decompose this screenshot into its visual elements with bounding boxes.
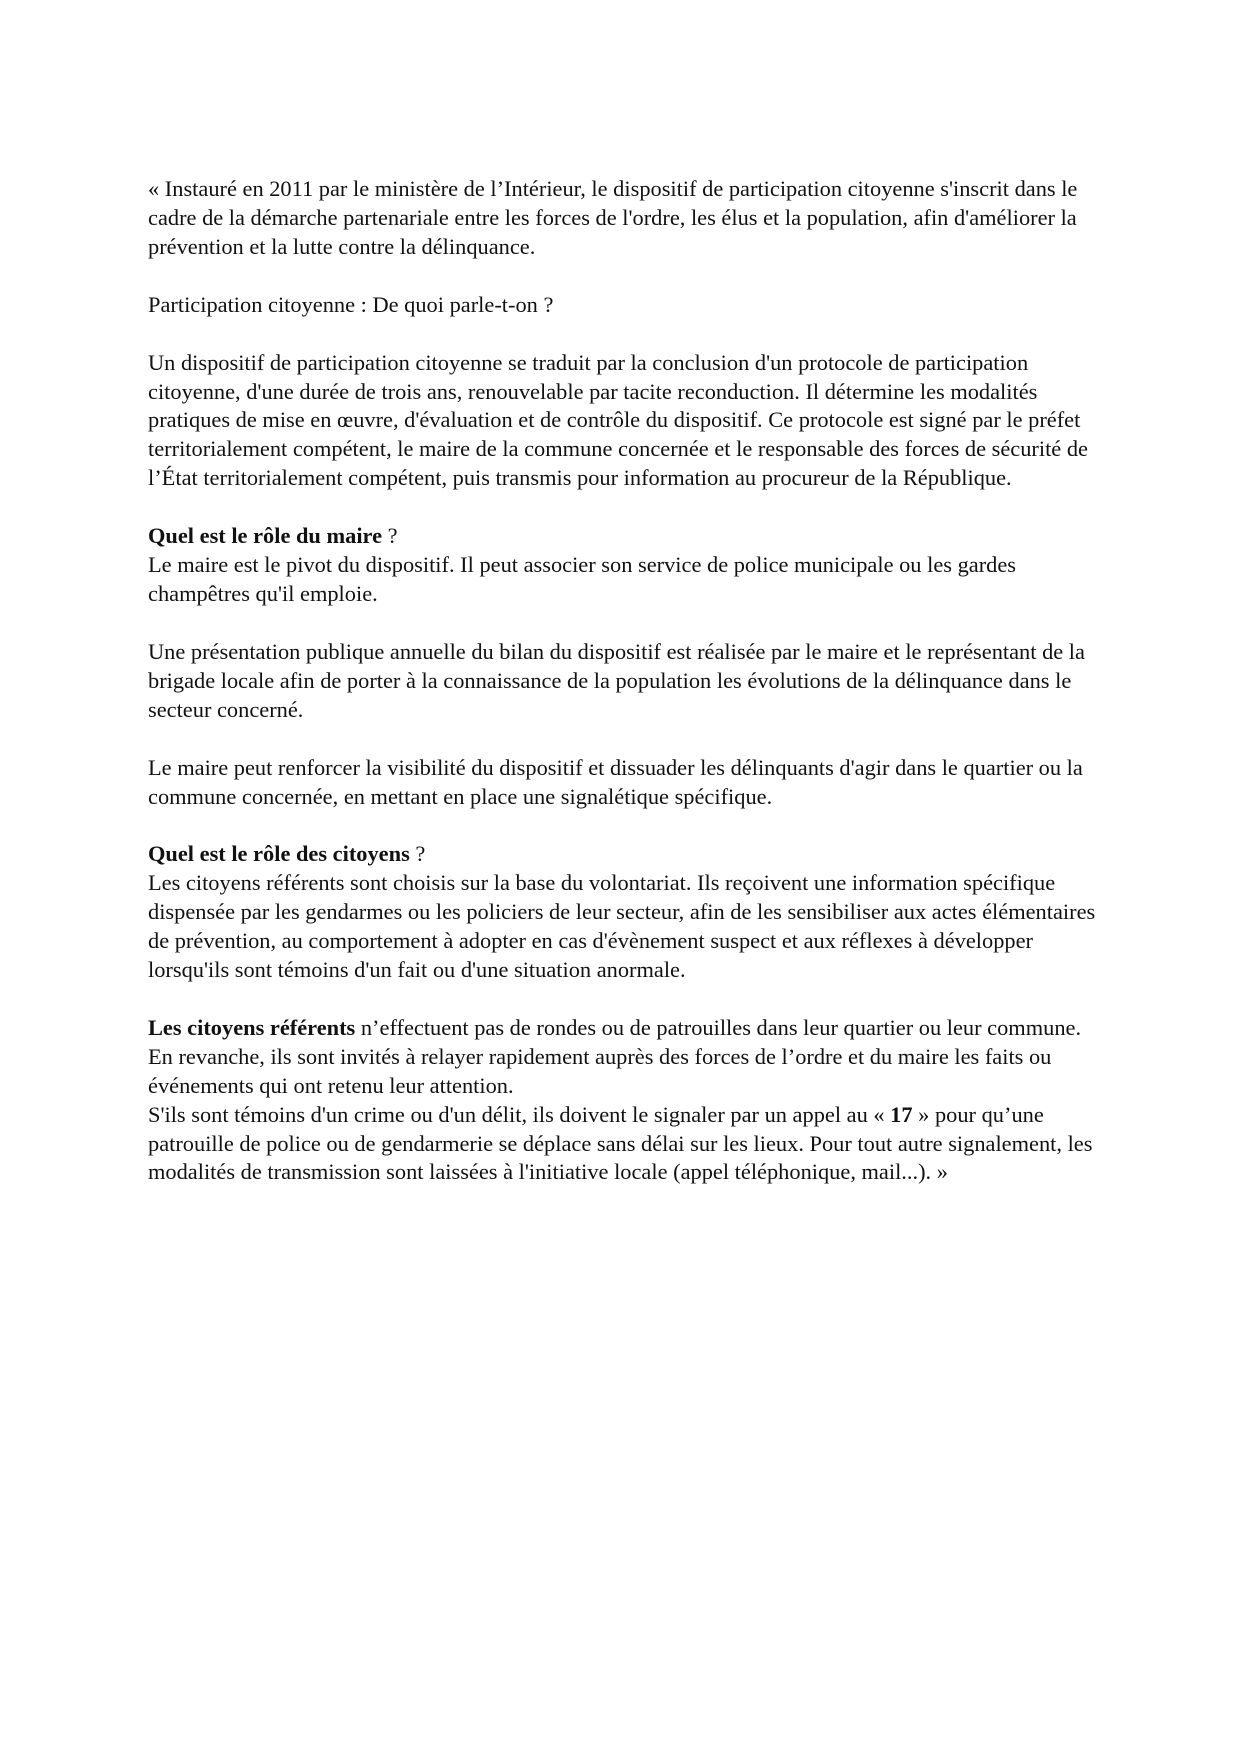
- citizens-paragraph-3: [148, 1101, 1108, 1188]
- mayor-section: [148, 522, 1108, 811]
- citizens-heading: [148, 840, 1108, 869]
- mayor-heading: [148, 522, 1108, 551]
- citizens-paragraph-3-after: » pour qu’une patrouille de police ou de gendarmerie se déplace sans délai sur les lieux. Pour tout autre signalement, les modalités de transmission sont laissées à l'initiative locale (appel téléphonique, mail...). »: [148, 1101, 1093, 1185]
- citizens-paragraph-1: Les citoyens référents sont choisis sur la base du volontariat. Ils reçoivent une information spécifique dispensée par les gendarmes ou les policiers de leur secteur, afin de les sensibiliser aux actes élémentaires de prévention, au comportement à adopter en cas d'évènement suspect et aux réflexes à développer lorsqu'ils sont témoins d'un fait ou d'une situation anormale.: [148, 870, 1096, 983]
- mayor-heading-suffix: ?: [382, 523, 398, 549]
- citizens-paragraph-2-rest: n’effectuent pas de rondes ou de patrouilles dans leur quartier ou leur commune. En revanche, ils sont invités à relayer rapidement auprès des forces de l’ordre et du maire les faits ou événements qui ont retenu leur attention.: [148, 1014, 1082, 1098]
- document-page: [148, 175, 1108, 1216]
- intro-paragraph: « Instauré en 2011 par le ministère de l’Intérieur, le dispositif de participation citoyenne s'inscrit dans le cadre de la démarche partenariale entre les forces de l'ordre, les élus et la population, afin d'améliorer la prévention et la lutte contre la délinquance.: [148, 176, 1078, 259]
- subtitle: Participation citoyenne : De quoi parle-t-on ?: [148, 291, 554, 317]
- citizens-heading-suffix: ?: [409, 841, 426, 867]
- mayor-heading-text: Quel est le rôle du maire: [148, 523, 383, 549]
- citizens-paragraph-2: [148, 1014, 1108, 1101]
- mayor-paragraph-3: Le maire peut renforcer la visibilité du dispositif et dissuader les délinquants d'agir dans le quartier ou la commune concernée, en mettant en place une signalétique spécifique.: [148, 754, 1083, 809]
- citizens-heading-text: Quel est le rôle des citoyens: [148, 841, 410, 867]
- citizens-section: [148, 840, 1108, 1187]
- protocol-paragraph: Un dispositif de participation citoyenne se traduit par la conclusion d'un protocole de participation citoyenne, d'une durée de trois ans, renouvelable par tacite reconduction. Il détermine les modalités pratiques de mise en œuvre, d'évaluation et de contrôle du dispositif. Ce protocole est signé par le préfet territorialement compétent, le maire de la commune concernée et le responsable des forces de sécurité de l’État territorialement compétent, puis transmis pour information au procureur de la République.: [148, 349, 1088, 491]
- emergency-number: 17: [890, 1101, 913, 1127]
- citizens-paragraph-3-before: S'ils sont témoins d'un crime ou d'un délit, ils doivent le signaler par un appel au «: [148, 1101, 891, 1127]
- citizens-referents-bold: Les citoyens référents: [148, 1014, 356, 1040]
- mayor-paragraph-2: Une présentation publique annuelle du bilan du dispositif est réalisée par le maire et le représentant de la brigade locale afin de porter à la connaissance de la population les évolutions de la délinquance dans le secteur concerné.: [148, 638, 1085, 722]
- mayor-paragraph-1: Le maire est le pivot du dispositif. Il peut associer son service de police municipale ou les gardes champêtres qu'il emploie.: [148, 552, 1017, 606]
